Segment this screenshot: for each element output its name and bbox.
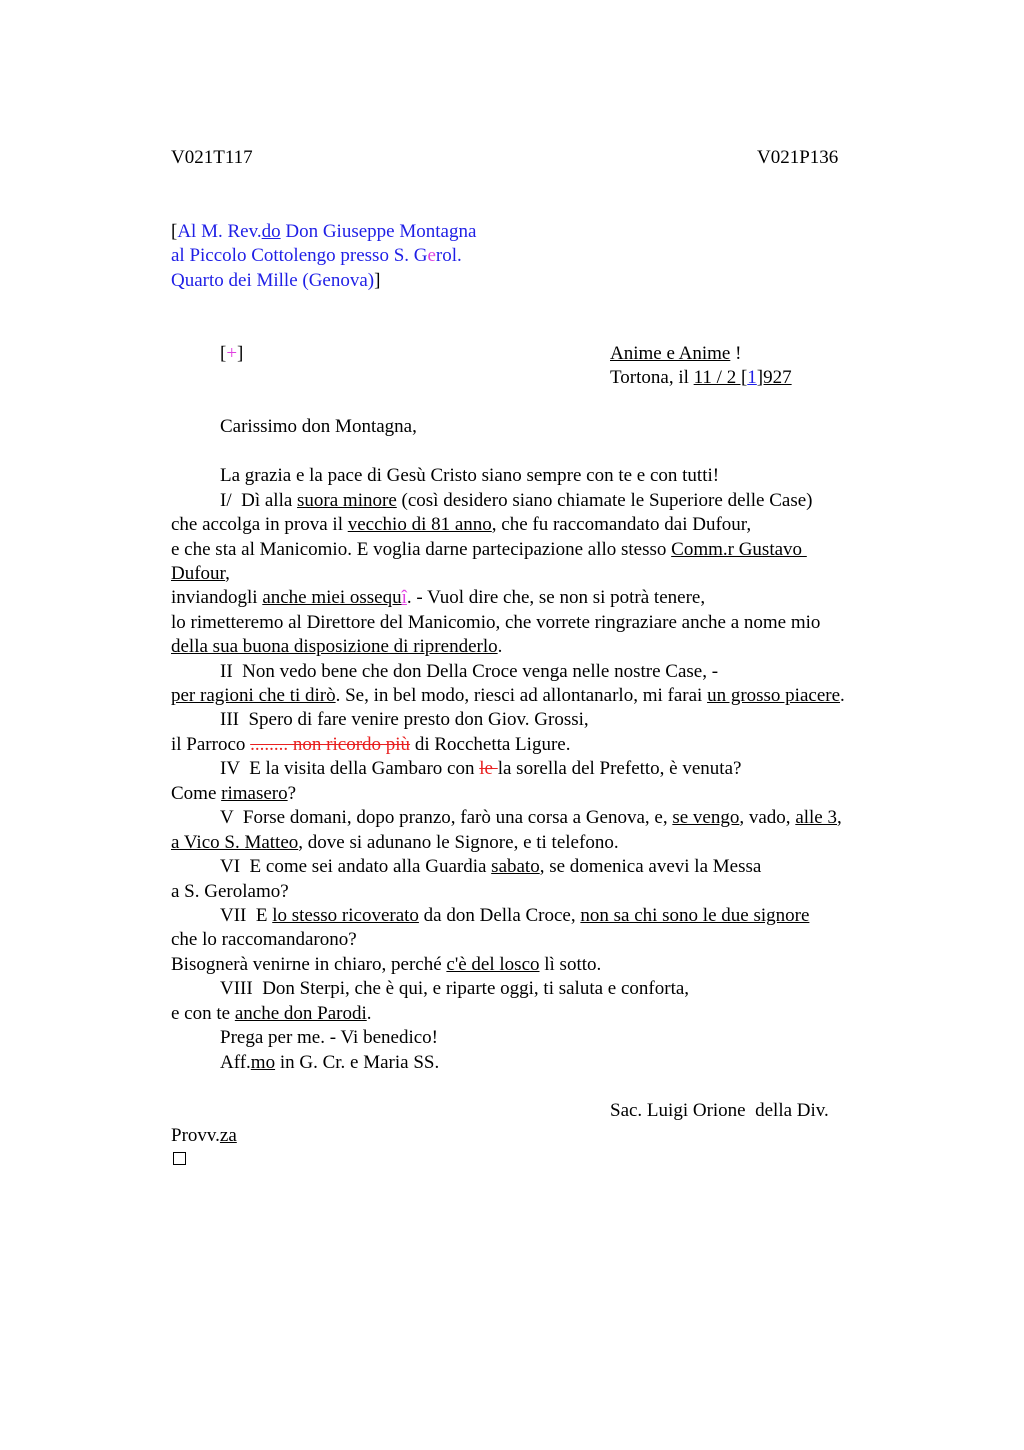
- body-line: I/ Dì alla suora minore (così desidero siano chiamate le Superiore delle Case): [220, 490, 813, 511]
- body-line: La grazia e la pace di Gesù Cristo siano sempre con te e con tutti!: [220, 465, 720, 486]
- body-line: che lo raccomandarono?: [171, 929, 357, 950]
- salutation: Carissimo don Montagna,: [220, 416, 417, 437]
- body-line: inviandogli anche miei ossequî. - Vuol dire che, se non si potrà tenere,: [171, 587, 706, 608]
- document-code-right: V021P136: [757, 147, 839, 168]
- body-line: il Parroco ........ non ricordo più di Rocchetta Ligure.: [171, 734, 571, 755]
- body-line: VI E come sei andato alla Guardia sabato, se domenica avevi la Messa: [220, 856, 762, 877]
- address-line-3: Quarto dei Mille (Genova)]: [171, 270, 381, 291]
- signature-tail: Provv.za: [171, 1125, 237, 1146]
- body-line: lo rimetteremo al Direttore del Manicomio, che vorrete ringraziare anche a nome mio: [171, 612, 821, 633]
- document-code-left: V021T117: [171, 147, 253, 168]
- body-line: per ragioni che ti dirò. Se, in bel modo, riesci ad allontanarlo, mi farai un grosso piacere.: [171, 685, 845, 706]
- body-line: a S. Gerolamo?: [171, 881, 289, 902]
- deleted-text: ........ non ricordo più: [250, 734, 411, 755]
- body-line: e che sta al Manicomio. E voglia darne partecipazione allo stesso Comm.r Gustavo: [171, 539, 807, 560]
- body-line: VII E lo stesso ricoverato da don Della Croce, non sa chi sono le due signore: [220, 905, 810, 926]
- body-line: a Vico S. Matteo, dove si adunano le Signore, e ti telefono.: [171, 832, 619, 853]
- body-line: V Forse domani, dopo pranzo, farò una corsa a Genova, e, se vengo, vado, alle 3,: [220, 807, 842, 828]
- address-line-2: al Piccolo Cottolengo presso S. Gerol.: [171, 245, 462, 266]
- body-line: Bisognerà venirne in chiaro, perché c'è del losco lì sotto.: [171, 954, 602, 975]
- closing-line: Aff.mo in G. Cr. e Maria SS.: [220, 1052, 440, 1073]
- body-line: Prega per me. - Vi benedico!: [220, 1027, 438, 1048]
- body-line: II Non vedo bene che don Della Croce venga nelle nostre Case, -: [220, 661, 719, 682]
- body-line: della sua buona disposizione di riprenderlo.: [171, 636, 503, 657]
- body-line: IV E la visita della Gambaro con le la sorella del Prefetto, è venuta?: [220, 758, 742, 779]
- empty-box-glyph: [173, 1152, 186, 1165]
- body-line: Come rimasero?: [171, 783, 297, 804]
- signature: Sac. Luigi Orione della Div.: [610, 1100, 829, 1121]
- motto: Anime e Anime !: [610, 343, 742, 364]
- body-line: Dufour,: [171, 563, 230, 584]
- deleted-text: le: [479, 758, 498, 779]
- body-line: che accolga in prova il vecchio di 81 anno, che fu raccomandato dai Dufour,: [171, 514, 752, 535]
- dateline: Tortona, il 11 / 2 [1]927: [610, 367, 792, 388]
- address-line-1: [Al M. Rev.do Don Giuseppe Montagna: [171, 221, 477, 242]
- body-line: e con te anche don Parodi.: [171, 1003, 372, 1024]
- body-line: VIII Don Sterpi, che è qui, e riparte oggi, ti saluta e conforta,: [220, 978, 690, 999]
- cross-sign: [+]: [220, 343, 244, 364]
- body-line: III Spero di fare venire presto don Giov. Grossi,: [220, 709, 589, 730]
